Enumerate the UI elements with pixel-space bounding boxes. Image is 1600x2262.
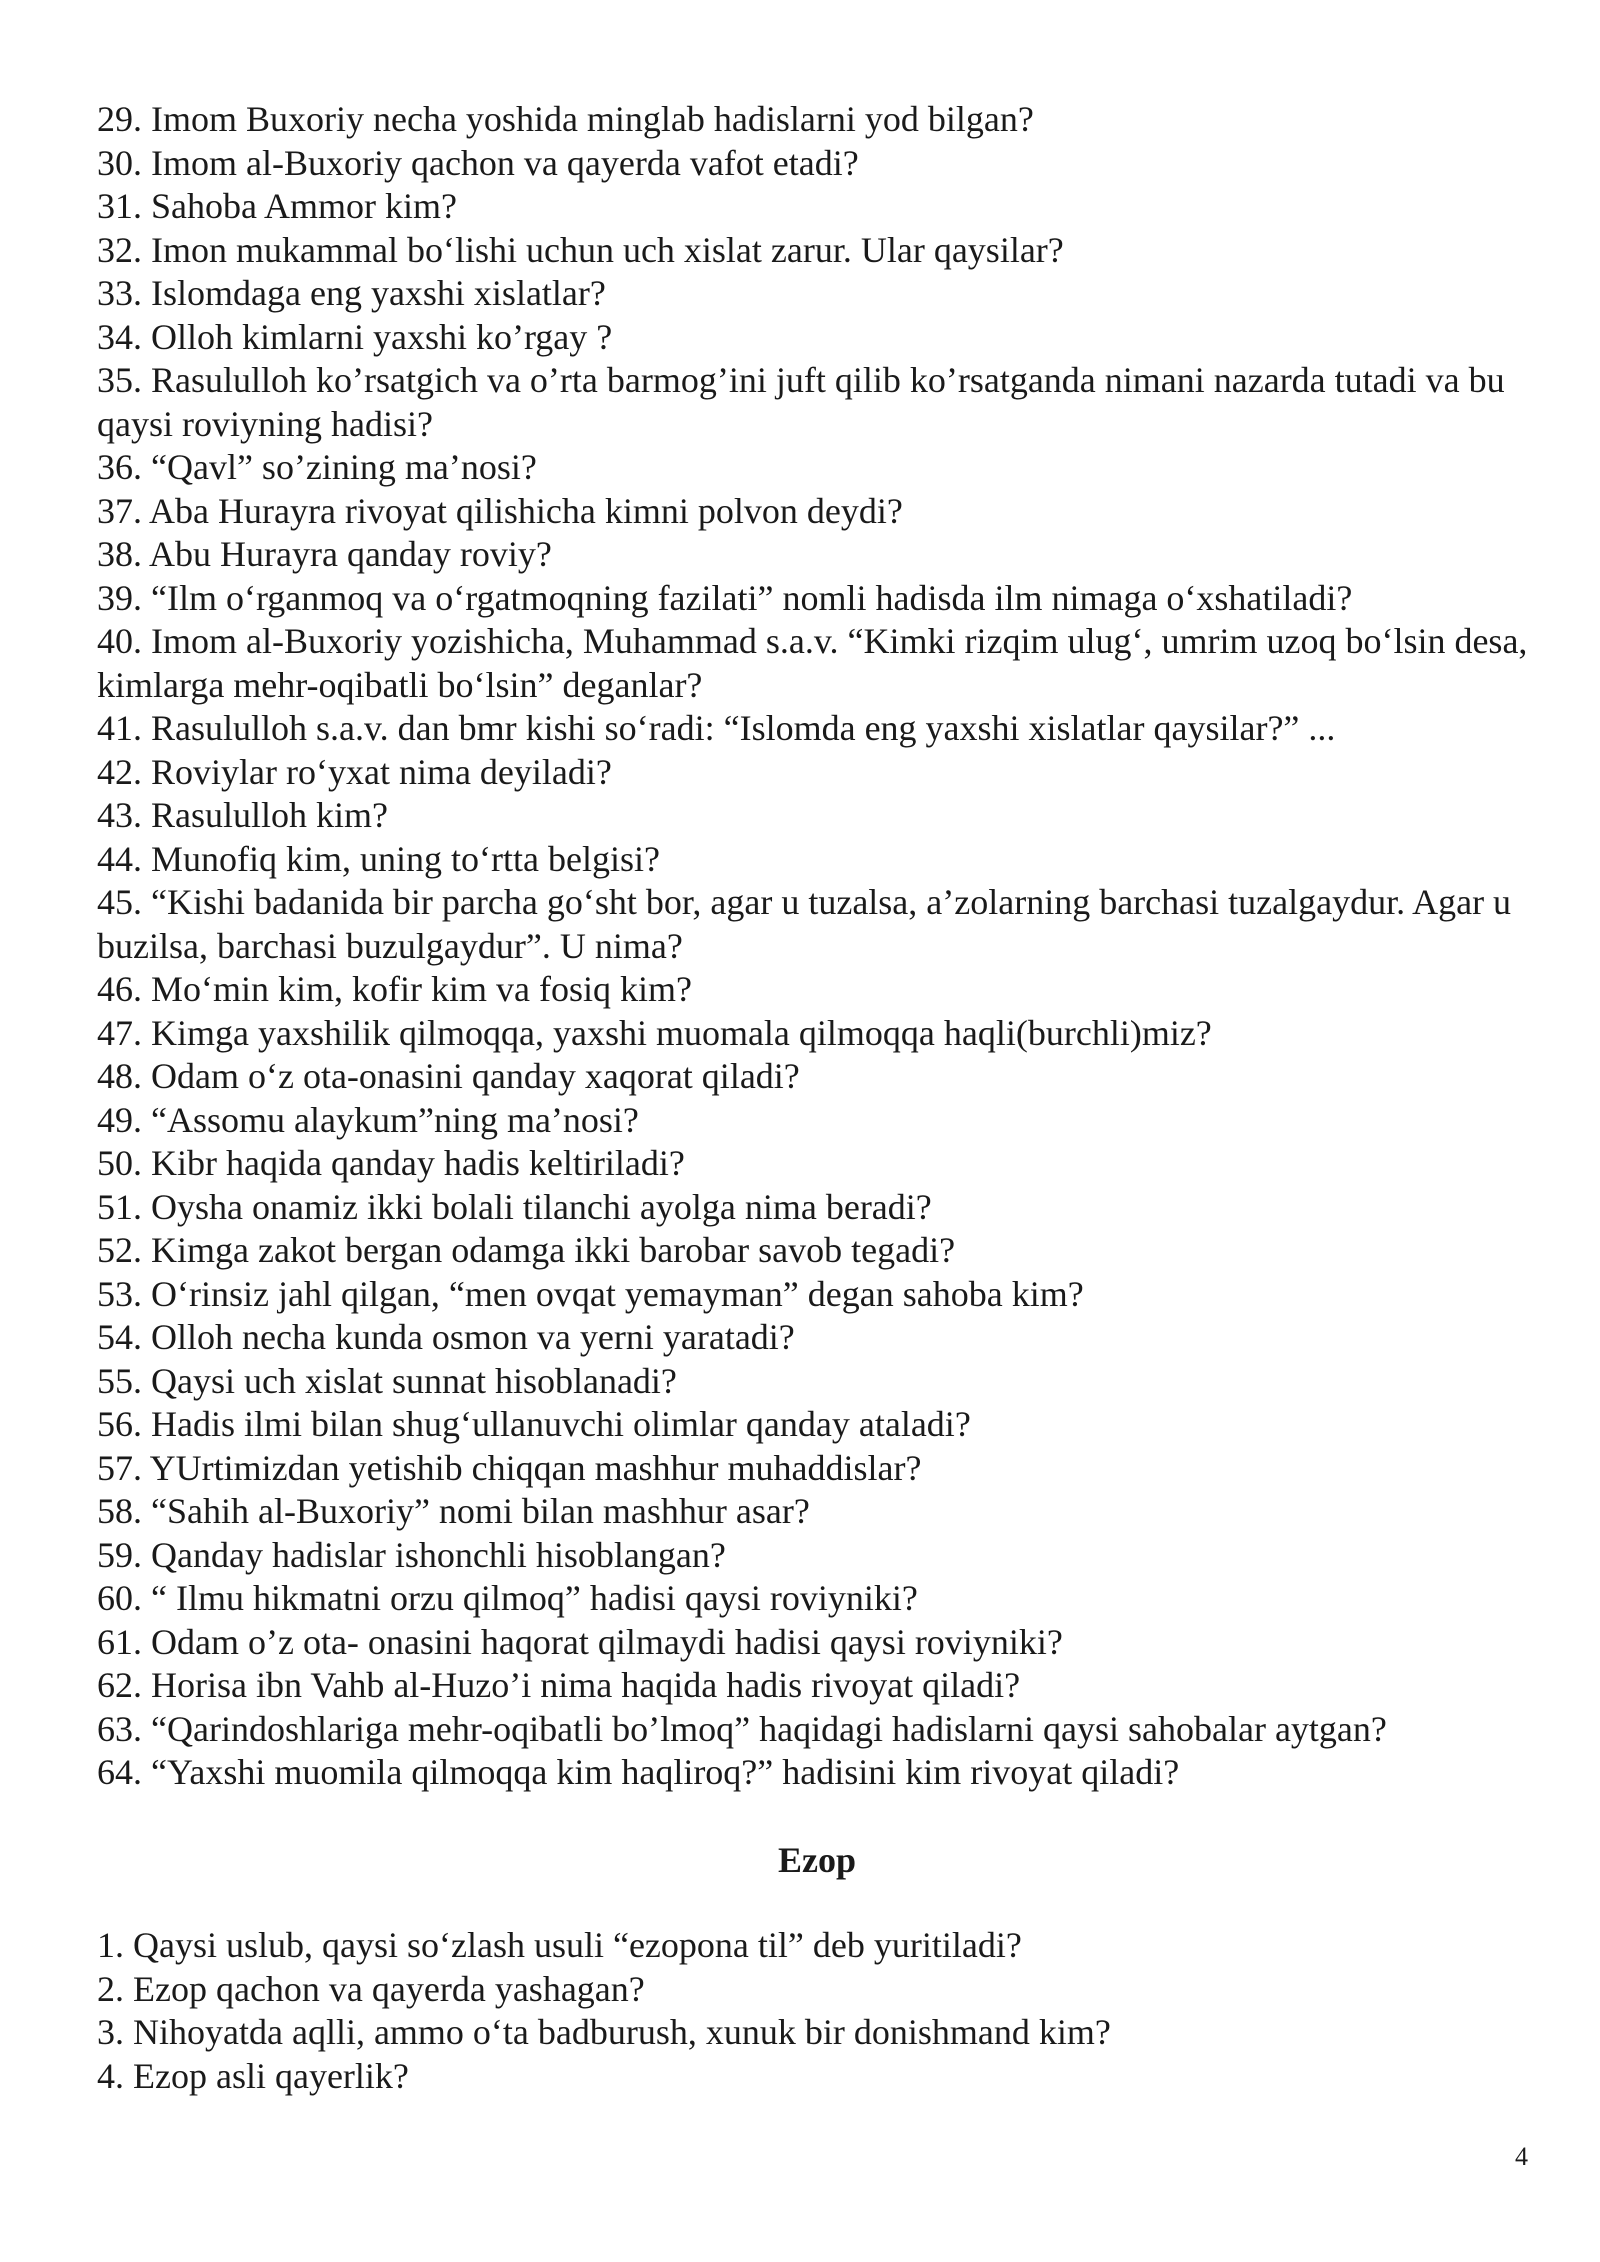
- question-item: 43. Rasululloh kim?: [97, 795, 388, 835]
- question-item: 41. Rasululloh s.a.v. dan bmr kishi so‘radi: “Islomda eng yaxshi xislatlar qaysilar?” ...: [97, 708, 1336, 748]
- question-item: 42. Roviylar ro‘yxat nima deyiladi?: [97, 751, 612, 792]
- question-item: 59. Qanday hadislar ishonchli hisoblangan?: [97, 1534, 726, 1575]
- question-item: 1. Qaysi uslub, qaysi so‘zlash usuli “ezopona til” deb yuritiladi?: [97, 1925, 1022, 1965]
- question-item: 50. Kibr haqida qanday hadis keltiriladi?: [97, 1143, 685, 1183]
- question-item: 39. “Ilm o‘rganmoq va o‘rgatmoqning fazilati” nomli hadisda ilm nimaga o‘xshatiladi?: [97, 577, 1353, 618]
- question-item: 53. O‘rinsiz jahl qilgan, “men ovqat yemayman” degan sahoba kim?: [97, 1273, 1084, 1314]
- question-item: 63. “Qarindoshlariga mehr-oqibatli bo’lmoq” haqidagi hadislarni qaysi sahobalar aytgan?: [97, 1708, 1387, 1749]
- question-item: 55. Qaysi uch xislat sunnat hisoblanadi?: [97, 1360, 677, 1401]
- question-item: 45. “Kishi badanida bir parcha go‘sht bor, agar u tuzalsa, a’zolarning barchasi tuzalgaydur. Agar u buzilsa, barchasi buzulgaydur”. U nima?: [97, 882, 1512, 966]
- question-item: 3. Nihoyatda aqlli, ammo o‘ta badburush, xunuk bir donishmand kim?: [97, 2012, 1111, 2052]
- question-item: 58. “Sahih al-Buxoriy” nomi bilan mashhur asar?: [97, 1491, 810, 1531]
- question-item: 46. Mo‘min kim, kofir kim va fosiq kim?: [97, 969, 692, 1009]
- question-item: 60. “ Ilmu hikmatni orzu qilmoq” hadisi qaysi roviyniki?: [97, 1578, 918, 1618]
- question-list-hadith: [97, 98, 1537, 1795]
- question-item: 49. “Assomu alaykum”ning ma’nosi?: [97, 1099, 639, 1140]
- question-item: 2. Ezop qachon va qayerda yashagan?: [97, 1968, 645, 2009]
- question-item: 54. Olloh necha kunda osmon va yerni yaratadi?: [97, 1317, 795, 1357]
- question-item: 62. Horisa ibn Vahb al-Huzo’i nima haqida hadis rivoyat qiladi?: [97, 1665, 1021, 1705]
- question-item: 47. Kimga yaxshilik qilmoqqa, yaxshi muomala qilmoqqa haqli(burchli)miz?: [97, 1012, 1212, 1053]
- question-item: 36. “Qavl” so’zining ma’nosi?: [97, 447, 537, 487]
- question-item: 30. Imom al-Buxoriy qachon va qayerda vafot etadi?: [97, 142, 859, 183]
- question-item: 52. Kimga zakot bergan odamga ikki barobar savob tegadi?: [97, 1230, 956, 1270]
- question-item: 31. Sahoba Ammor kim?: [97, 186, 457, 226]
- question-item: 32. Imon mukammal bo‘lishi uchun uch xislat zarur. Ular qaysilar?: [97, 229, 1064, 270]
- question-item: 33. Islomdaga eng yaxshi xislatlar?: [97, 273, 606, 313]
- question-item: 57. YUrtimizdan yetishib chiqqan mashhur muhaddislar?: [97, 1447, 922, 1488]
- question-item: 29. Imom Buxoriy necha yoshida minglab hadislarni yod bilgan?: [97, 99, 1034, 139]
- question-item: 44. Munofiq kim, uning to‘rtta belgisi?: [97, 838, 660, 879]
- question-item: 38. Abu Hurayra qanday roviy?: [97, 534, 552, 574]
- page-number: 4: [1515, 2142, 1528, 2171]
- section-heading-ezop: Ezop: [777, 1839, 856, 1880]
- question-list-ezop: [97, 1924, 1537, 2098]
- question-item: 61. Odam o’z ota- onasini haqorat qilmaydi hadisi qaysi roviyniki?: [97, 1621, 1063, 1662]
- document-page: [97, 98, 1537, 2098]
- question-item: 56. Hadis ilmi bilan shug‘ullanuvchi olimlar qanday ataladi?: [97, 1404, 971, 1444]
- question-item: 64. “Yaxshi muomila qilmoqqa kim haqliroq?” hadisini kim rivoyat qiladi?: [97, 1752, 1180, 1792]
- question-item: 48. Odam o‘z ota-onasini qanday xaqorat qiladi?: [97, 1056, 800, 1096]
- question-item: 35. Rasululloh ko’rsatgich va o’rta barmog’ini juft qilib ko’rsatganda nimani nazarda tutadi va bu qaysi roviyning hadisi?: [97, 360, 1505, 444]
- question-item: 40. Imom al-Buxoriy yozishicha, Muhammad s.a.v. “Kimki rizqim ulug‘, umrim uzoq bo‘lsin desa, kimlarga mehr-oqibatli bo‘lsin” deganlar?: [97, 621, 1528, 705]
- question-item: 37. Aba Hurayra rivoyat qilishicha kimni polvon deydi?: [97, 490, 903, 531]
- question-item: 34. Olloh kimlarni yaxshi ko’rgay ?: [97, 316, 613, 357]
- question-item: 4. Ezop asli qayerlik?: [97, 2055, 409, 2096]
- question-item: 51. Oysha onamiz ikki bolali tilanchi ayolga nima beradi?: [97, 1186, 932, 1227]
